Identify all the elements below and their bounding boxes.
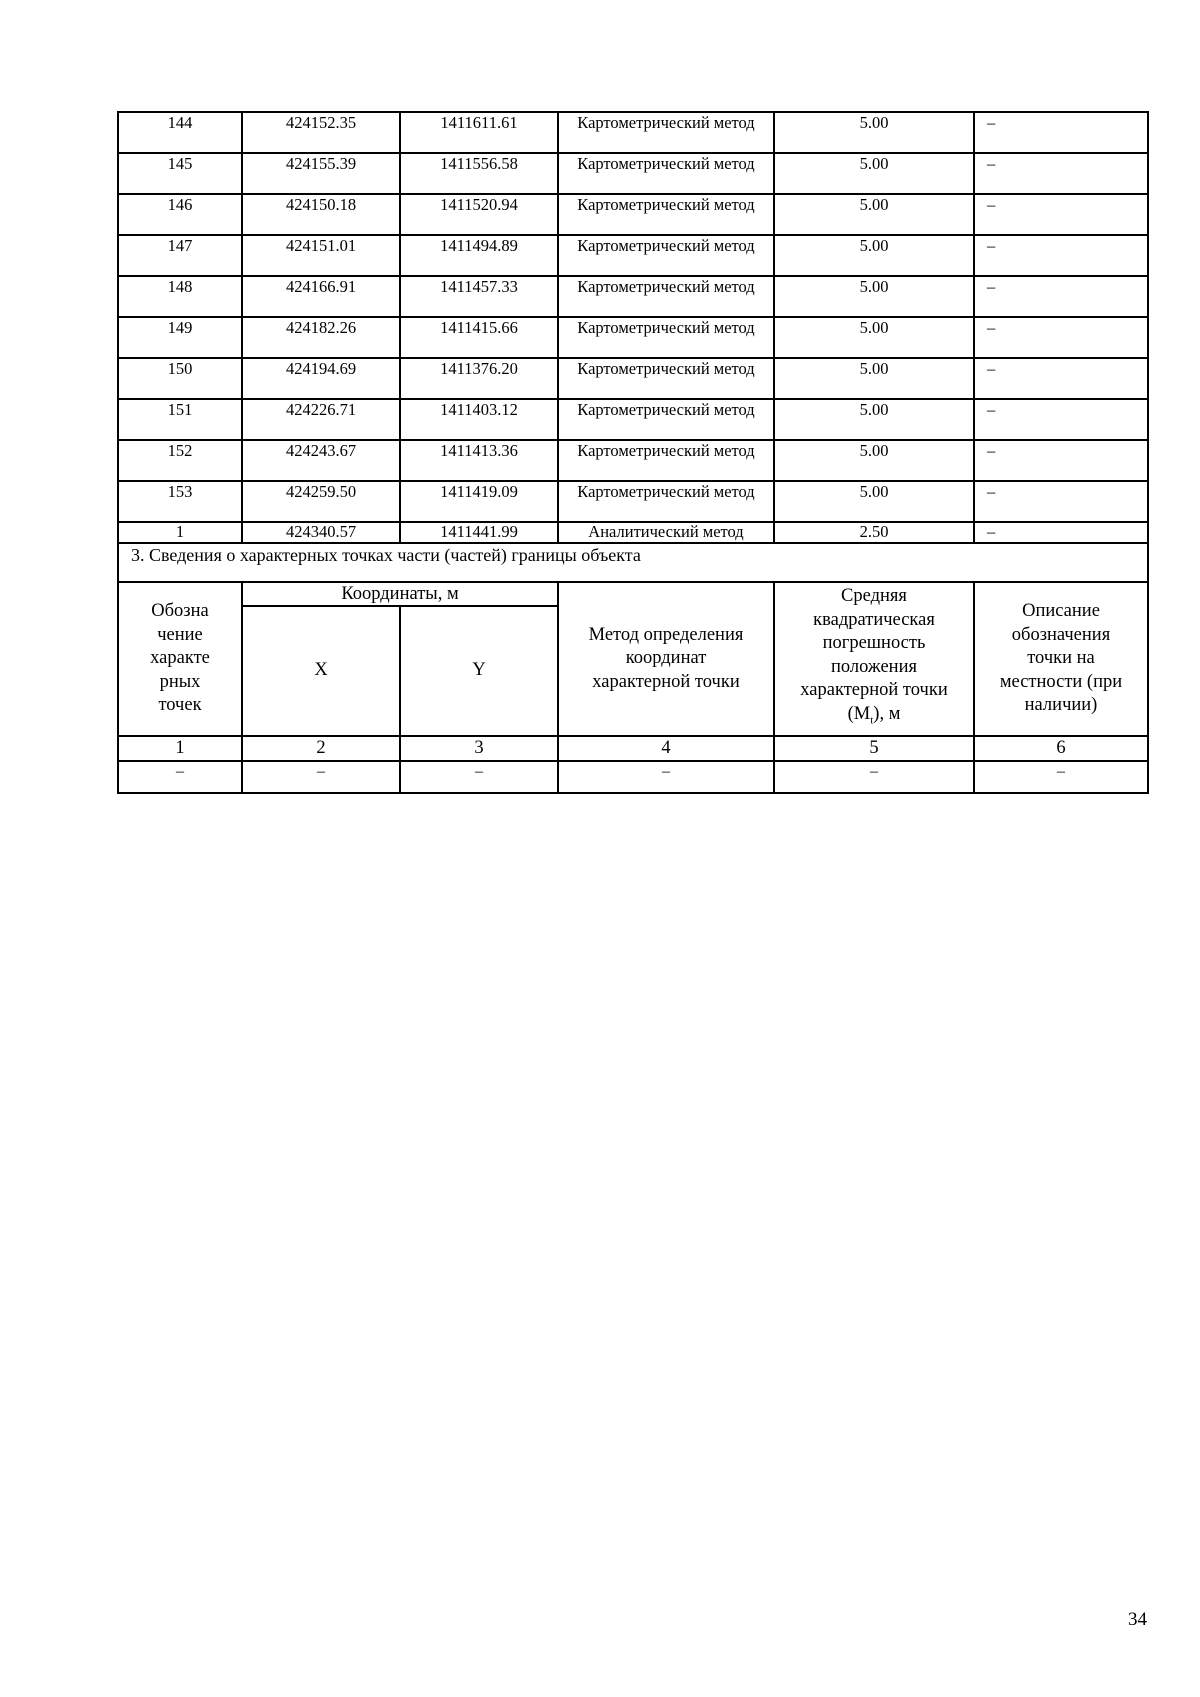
page-number: 34 (1128, 1609, 1147, 1630)
y-coordinate-cell: 1411611.61 (400, 112, 558, 153)
section-heading-row (118, 543, 1148, 582)
empty-data-row (118, 761, 1148, 793)
error-cell: 5.00 (774, 317, 974, 358)
y-coordinate-cell: 1411441.99 (400, 522, 558, 543)
point-number-cell: 153 (118, 481, 242, 522)
method-cell: Картометрический метод (558, 112, 774, 153)
y-coordinate-cell: 1411556.58 (400, 153, 558, 194)
point-number-cell: 150 (118, 358, 242, 399)
empty-cell: – (974, 761, 1148, 793)
table-row (118, 194, 1148, 235)
method-cell: Картометрический метод (558, 440, 774, 481)
error-cell: 5.00 (774, 358, 974, 399)
table-row (118, 153, 1148, 194)
method-cell: Картометрический метод (558, 194, 774, 235)
error-cell: 5.00 (774, 153, 974, 194)
error-cell: 5.00 (774, 440, 974, 481)
description-cell: – (974, 235, 1148, 276)
table-row (118, 317, 1148, 358)
header-row (118, 582, 1148, 606)
description-cell: – (974, 112, 1148, 153)
y-coordinate-cell: 1411457.33 (400, 276, 558, 317)
x-coordinate-cell: 424226.71 (242, 399, 400, 440)
empty-cell: – (558, 761, 774, 793)
coordinates-table (117, 111, 1149, 794)
empty-cell: – (118, 761, 242, 793)
error-unit-subscript: t (870, 714, 874, 727)
y-coordinate-cell: 1411403.12 (400, 399, 558, 440)
column-number: 5 (774, 736, 974, 761)
header-x: X (242, 606, 400, 736)
empty-cell: – (400, 761, 558, 793)
y-coordinate-cell: 1411520.94 (400, 194, 558, 235)
y-coordinate-cell: 1411376.20 (400, 358, 558, 399)
table-row (118, 440, 1148, 481)
description-cell: – (974, 153, 1148, 194)
x-coordinate-cell: 424150.18 (242, 194, 400, 235)
table-row (118, 481, 1148, 522)
column-number: 3 (400, 736, 558, 761)
column-number: 1 (118, 736, 242, 761)
x-coordinate-cell: 424259.50 (242, 481, 400, 522)
point-number-cell: 148 (118, 276, 242, 317)
column-number: 2 (242, 736, 400, 761)
description-cell: – (974, 317, 1148, 358)
description-cell: – (974, 481, 1148, 522)
error-cell: 5.00 (774, 194, 974, 235)
y-coordinate-cell: 1411419.09 (400, 481, 558, 522)
table-row (118, 112, 1148, 153)
x-coordinate-cell: 424151.01 (242, 235, 400, 276)
table-row (118, 235, 1148, 276)
point-number-cell: 144 (118, 112, 242, 153)
error-unit-prefix: (M (847, 703, 871, 724)
x-coordinate-cell: 424152.35 (242, 112, 400, 153)
y-coordinate-cell: 1411494.89 (400, 235, 558, 276)
x-coordinate-cell: 424194.69 (242, 358, 400, 399)
error-cell: 5.00 (774, 481, 974, 522)
header-method: Метод определения координат характерной точки (558, 582, 774, 736)
method-cell: Картометрический метод (558, 235, 774, 276)
method-cell: Картометрический метод (558, 481, 774, 522)
point-number-cell: 145 (118, 153, 242, 194)
method-cell: Картометрический метод (558, 153, 774, 194)
y-coordinate-cell: 1411415.66 (400, 317, 558, 358)
description-cell: – (974, 399, 1148, 440)
table-row (118, 276, 1148, 317)
table-row (118, 358, 1148, 399)
header-mean-square-error: Средняя квадратическая погрешность положения характерной точки $(M_t)$, м (774, 582, 974, 736)
table-row-last (118, 522, 1148, 543)
empty-cell: – (242, 761, 400, 793)
table-row (118, 399, 1148, 440)
header-y: Y (400, 606, 558, 736)
x-coordinate-cell: 424243.67 (242, 440, 400, 481)
header-point-designation: Обозна чение характе рных точек (118, 582, 242, 736)
error-unit-suffix: ), м (873, 703, 901, 724)
x-coordinate-cell: 424340.57 (242, 522, 400, 543)
header-description: Описание обозначения точки на местности (при наличии) (974, 582, 1148, 736)
point-number-cell: 152 (118, 440, 242, 481)
point-number-cell: 147 (118, 235, 242, 276)
error-cell: 2.50 (774, 522, 974, 543)
description-cell: – (974, 276, 1148, 317)
method-cell: Картометрический метод (558, 276, 774, 317)
column-numbers-row (118, 736, 1148, 761)
description-cell: – (974, 522, 1148, 543)
point-number-cell: 151 (118, 399, 242, 440)
point-number-cell: 146 (118, 194, 242, 235)
method-cell: Аналитический метод (558, 522, 774, 543)
point-number-cell: 149 (118, 317, 242, 358)
error-cell: 5.00 (774, 399, 974, 440)
error-cell: 5.00 (774, 276, 974, 317)
empty-cell: – (774, 761, 974, 793)
error-cell: 5.00 (774, 235, 974, 276)
error-cell: 5.00 (774, 112, 974, 153)
description-cell: – (974, 358, 1148, 399)
column-number: 4 (558, 736, 774, 761)
x-coordinate-cell: 424166.91 (242, 276, 400, 317)
section-3-title: 3. Сведения о характерных точках части (частей) границы объекта (118, 543, 1148, 582)
method-cell: Картометрический метод (558, 399, 774, 440)
x-coordinate-cell: 424155.39 (242, 153, 400, 194)
description-cell: – (974, 194, 1148, 235)
y-coordinate-cell: 1411413.36 (400, 440, 558, 481)
point-number-cell: 1 (118, 522, 242, 543)
method-cell: Картометрический метод (558, 358, 774, 399)
column-number: 6 (974, 736, 1148, 761)
header-coordinates-group: Координаты, м (242, 582, 558, 606)
method-cell: Картометрический метод (558, 317, 774, 358)
x-coordinate-cell: 424182.26 (242, 317, 400, 358)
description-cell: – (974, 440, 1148, 481)
